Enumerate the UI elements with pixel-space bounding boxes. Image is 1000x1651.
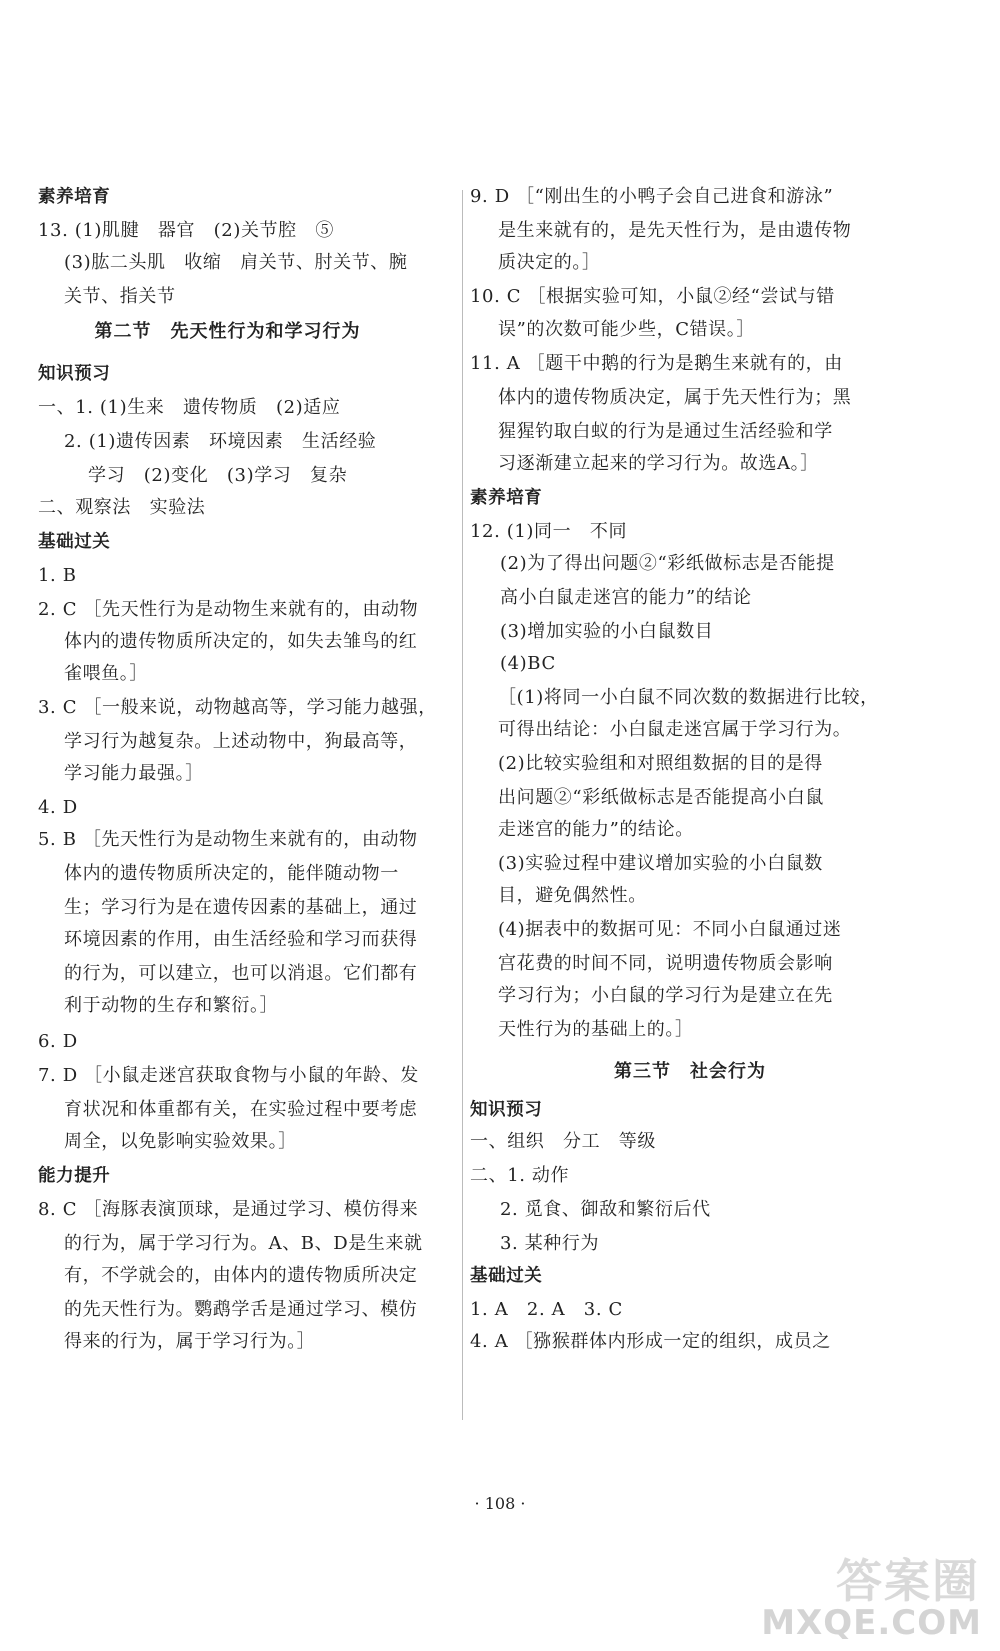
answer-line: 7. D ［小鼠走迷宫获取食物与小鼠的年龄、发 [38, 1065, 419, 1086]
answer-line: (2)比较实验组和对照组数据的目的是得 [498, 753, 823, 774]
answer-line: (3)实验过程中建议增加实验的小白鼠数 [498, 853, 823, 874]
answer-line: 8. C ［海豚表演顶球，是通过学习、模仿得来 [38, 1199, 419, 1220]
section-heading: 素养培育 [470, 488, 543, 508]
watermark-top: 答案圈 [836, 1554, 980, 1608]
answer-line: 宫花费的时间不同，说明遗传物质会影响 [498, 953, 833, 974]
answer-line: 11. A ［题干中鹅的行为是鹅生来就有的，由 [470, 353, 843, 374]
answer-line: 习逐渐建立起来的学习行为。故选A。］ [498, 453, 819, 474]
answer-line: 10. C ［根据实验可知，小鼠②经“尝试与错 [470, 286, 835, 307]
answer-line: 出问题②“彩纸做标志是否能提高小白鼠 [498, 787, 825, 808]
section-heading: 素养培育 [38, 187, 111, 207]
answer-line: 的行为，可以建立，也可以消退。它们都有 [64, 963, 418, 984]
answer-line: 关节、指关节 [64, 286, 176, 307]
answer-line: 质决定的。］ [498, 252, 601, 273]
answer-line: 有，不学就会的，由体内的遗传物质所决定 [64, 1265, 418, 1286]
answer-line: (3)肱二头肌 收缩 肩关节、肘关节、腕 [64, 252, 408, 273]
section-heading: 基础过关 [470, 1266, 543, 1286]
answer-line: 高小白鼠走迷宫的能力”的结论 [500, 587, 752, 608]
answer-line: 目，避免偶然性。 [498, 885, 647, 906]
answer-line: 5. B ［先天性行为是动物生来就有的，由动物 [38, 829, 418, 850]
answer-line: 2. C ［先天性行为是动物生来就有的，由动物 [38, 599, 419, 620]
chapter-heading: 第二节 先天性行为和学习行为 [94, 321, 361, 342]
answer-line: 误”的次数可能少些，C错误。］ [498, 319, 755, 340]
answer-line: 学习行为；小白鼠的学习行为是建立在先 [498, 985, 833, 1006]
answer-line: 生；学习行为是在遗传因素的基础上，通过 [64, 897, 418, 918]
section-heading: 知识预习 [470, 1100, 543, 1120]
answer-line: 2. (1)遗传因素 环境因素 生活经验 [64, 431, 377, 452]
answer-line: 学习行为越复杂。上述动物中，狗最高等， [64, 731, 418, 752]
answer-line: (2)为了得出问题②“彩纸做标志是否能提 [500, 553, 835, 574]
answer-line: 利于动物的生存和繁衍。］ [64, 995, 279, 1016]
answer-line: (4)BC [500, 653, 556, 674]
answer-line: 二、观察法 实验法 [38, 497, 206, 518]
column-divider [462, 190, 463, 1420]
section-heading: 知识预习 [38, 364, 111, 384]
answer-line: 的先天性行为。鹦鹉学舌是通过学习、模仿 [64, 1299, 418, 1320]
section-heading: 基础过关 [38, 532, 111, 552]
answer-line: 3. C ［一般来说，动物越高等，学习能力越强， [38, 697, 437, 718]
answer-line: 1. B [38, 565, 77, 586]
answer-line: 猩猩钓取白蚁的行为是通过生活经验和学 [498, 421, 833, 442]
answer-line: 学习 (2)变化 (3)学习 复杂 [88, 465, 348, 486]
answer-line: 走迷宫的能力”的结论。 [498, 819, 694, 840]
page-number: · 108 · [474, 1494, 526, 1513]
chapter-heading: 第三节 社会行为 [614, 1061, 766, 1082]
answer-line: 一、1. (1)生来 遗传物质 (2)适应 [38, 397, 341, 418]
answer-line: 体内的遗传物质决定，属于先天性行为；黑 [498, 387, 852, 408]
answer-line: 是生来就有的，是先天性行为，是由遗传物 [498, 220, 852, 241]
answer-line: 可得出结论：小白鼠走迷宫属于学习行为。 [498, 719, 852, 740]
answer-line: 学习能力最强。］ [64, 763, 204, 784]
answer-line: 1. A 2. A 3. C [470, 1299, 623, 1320]
answer-line: 环境因素的作用，由生活经验和学习而获得 [64, 929, 418, 950]
answer-line: (3)增加实验的小白鼠数目 [500, 621, 714, 642]
section-heading: 能力提升 [38, 1166, 111, 1186]
answer-line: 周全，以免影响实验效果。］ [64, 1131, 297, 1152]
answer-line: 3. 某种行为 [500, 1233, 600, 1254]
answer-line: (4)据表中的数据可见：不同小白鼠通过迷 [498, 919, 842, 940]
answer-line: 13. (1)肌腱 器官 (2)关节腔 ⑤ [38, 220, 334, 241]
watermark-logo [761, 1545, 990, 1643]
answer-line: 4. A ［猕猴群体内形成一定的组织，成员之 [470, 1331, 831, 1352]
answer-line: 雀喂鱼。］ [64, 663, 148, 684]
answer-line: 体内的遗传物质所决定的，能伴随动物一 [64, 863, 399, 884]
answer-line: 体内的遗传物质所决定的，如失去雏鸟的红 [64, 631, 418, 652]
answer-line: 得来的行为，属于学习行为。］ [64, 1331, 316, 1352]
answer-line: 2. 觅食、御敌和繁衍后代 [500, 1199, 711, 1220]
answer-line: 一、组织 分工 等级 [470, 1131, 656, 1152]
answer-line: 4. D [38, 797, 78, 818]
answer-line: 育状况和体重都有关，在实验过程中要考虑 [64, 1099, 418, 1120]
watermark-bottom: MXQE.COM [761, 1603, 982, 1643]
answer-line: ［(1)将同一小白鼠不同次数的数据进行比较， [498, 687, 879, 708]
answer-line: 12. (1)同一 不同 [470, 521, 628, 542]
answer-line: 天性行为的基础上的。］ [498, 1019, 694, 1040]
answer-line: 的行为，属于学习行为。A、B、D是生来就 [64, 1233, 423, 1254]
answer-line: 二、1. 动作 [470, 1165, 570, 1186]
answer-line: 6. D [38, 1031, 78, 1052]
answer-line: 9. D ［“刚出生的小鸭子会自己进食和游泳” [470, 186, 834, 207]
